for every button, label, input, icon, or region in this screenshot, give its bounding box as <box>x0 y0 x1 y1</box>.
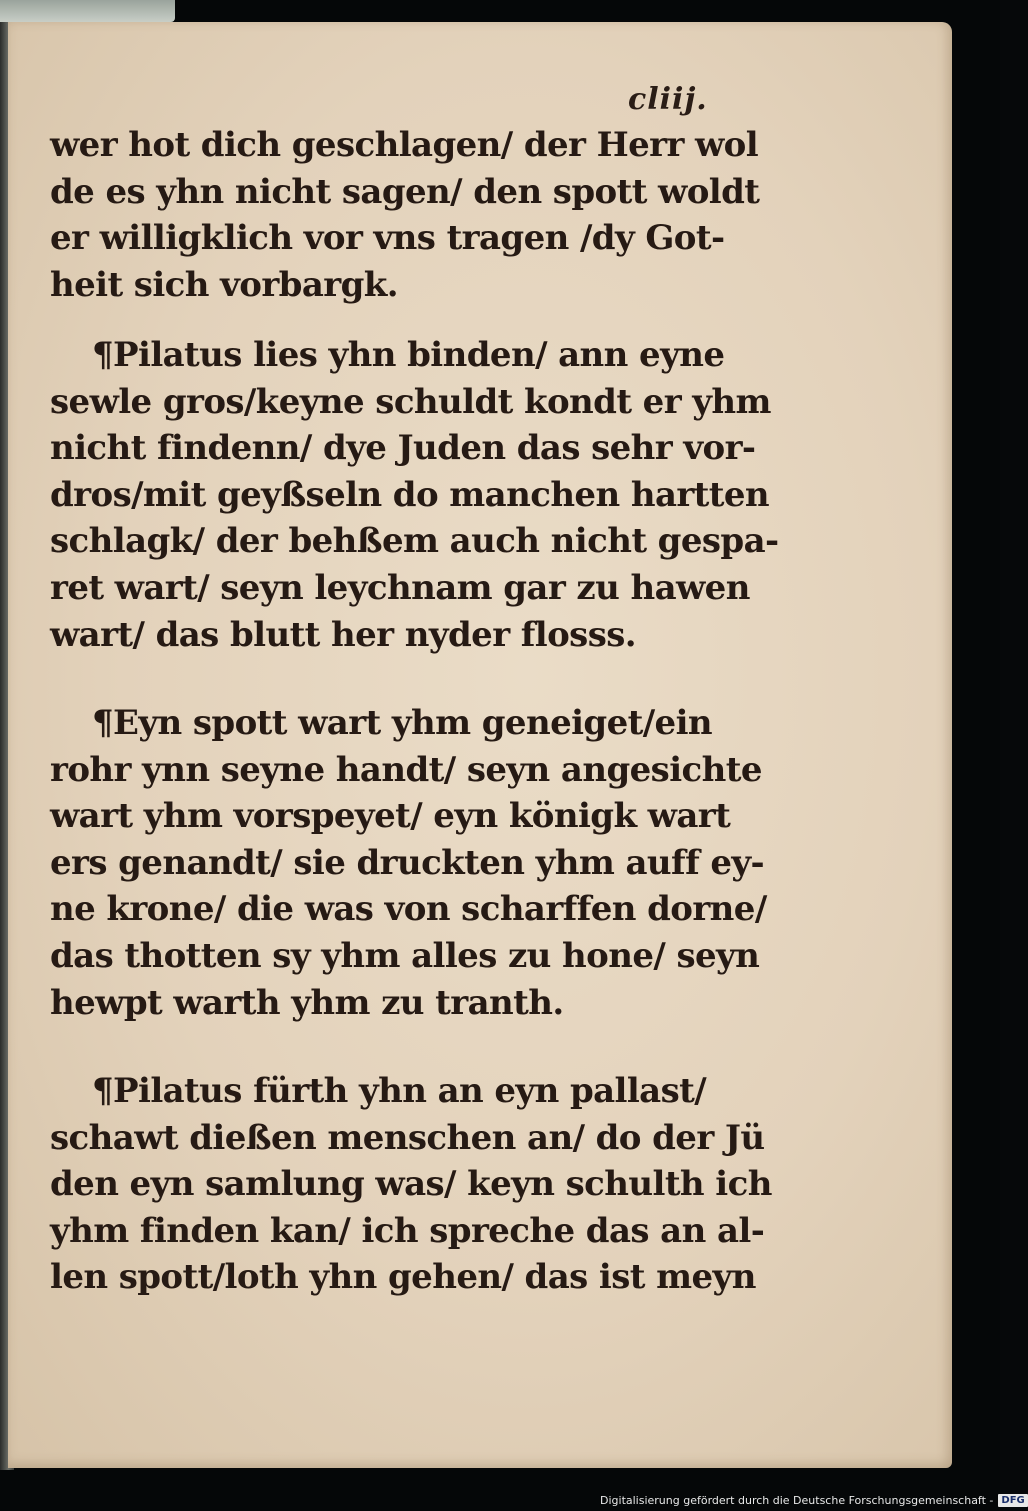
verse-stanza-3 <box>50 700 767 1026</box>
text-line: dros/mit geyßseln do manchen hartten <box>50 474 770 515</box>
text-line: das thotten sy yhm alles zu hone/ seyn <box>50 935 760 976</box>
folio-number: cliij. <box>628 82 708 117</box>
verse-stanza-1 <box>50 122 760 308</box>
text-line: rohr ynn seyne handt/ seyn angesichte <box>50 749 762 790</box>
text-line: wer hot dich geschlagen/ der Herr wol <box>50 125 759 165</box>
text-line: de es yhn nicht sagen/ den spott woldt <box>50 171 760 212</box>
text-line: ers genandt/ sie druckten yhm auff ey- <box>50 842 765 883</box>
text-line: ¶Pilatus lies yhn binden/ ann eyne <box>92 335 725 375</box>
verse-stanza-2 <box>50 332 779 658</box>
text-line: ret wart/ seyn leychnam gar zu hawen <box>50 567 750 608</box>
scan-edge-strip <box>0 0 175 22</box>
verse-stanza-4 <box>50 1068 772 1301</box>
text-line: schawt dießen menschen an/ do der Jü <box>50 1117 765 1158</box>
text-line: len spott/loth yhn gehen/ das ist meyn <box>50 1257 756 1298</box>
text-line: sewle gros/keyne schuldt kondt er yhm <box>50 381 771 422</box>
text-line: nicht findenn/ dye Juden das sehr vor- <box>50 428 756 469</box>
text-line: den eyn samlung was/ keyn schulth ich <box>50 1164 772 1205</box>
text-line: wart yhm vorspeyet/ eyn königk wart <box>50 796 731 837</box>
text-line: ne krone/ die was von scharffen dorne/ <box>50 889 767 930</box>
credit-text: Digitalisierung gefördert durch die Deutsche Forschungsgemeinschaft - <box>600 1493 994 1507</box>
text-line: er willigklich vor vns tragen /dy Got- <box>50 218 725 259</box>
text-line: wart/ das blutt her nyder flosss. <box>50 614 637 655</box>
text-line: yhm finden kan/ ich spreche das an al- <box>50 1210 765 1251</box>
text-line: ¶Pilatus fürth yhn an eyn pallast/ <box>92 1071 707 1111</box>
dfg-logo: DFG <box>998 1494 1027 1507</box>
digitization-credit <box>600 1492 1028 1508</box>
text-line: schlagk/ der behßem auch nicht gespa- <box>50 521 779 562</box>
text-line: heit sich vorbargk. <box>50 264 398 305</box>
text-line: hewpt warth yhm zu tranth. <box>50 982 564 1023</box>
text-line: ¶Eyn spott wart yhm geneiget/ein <box>92 703 713 743</box>
